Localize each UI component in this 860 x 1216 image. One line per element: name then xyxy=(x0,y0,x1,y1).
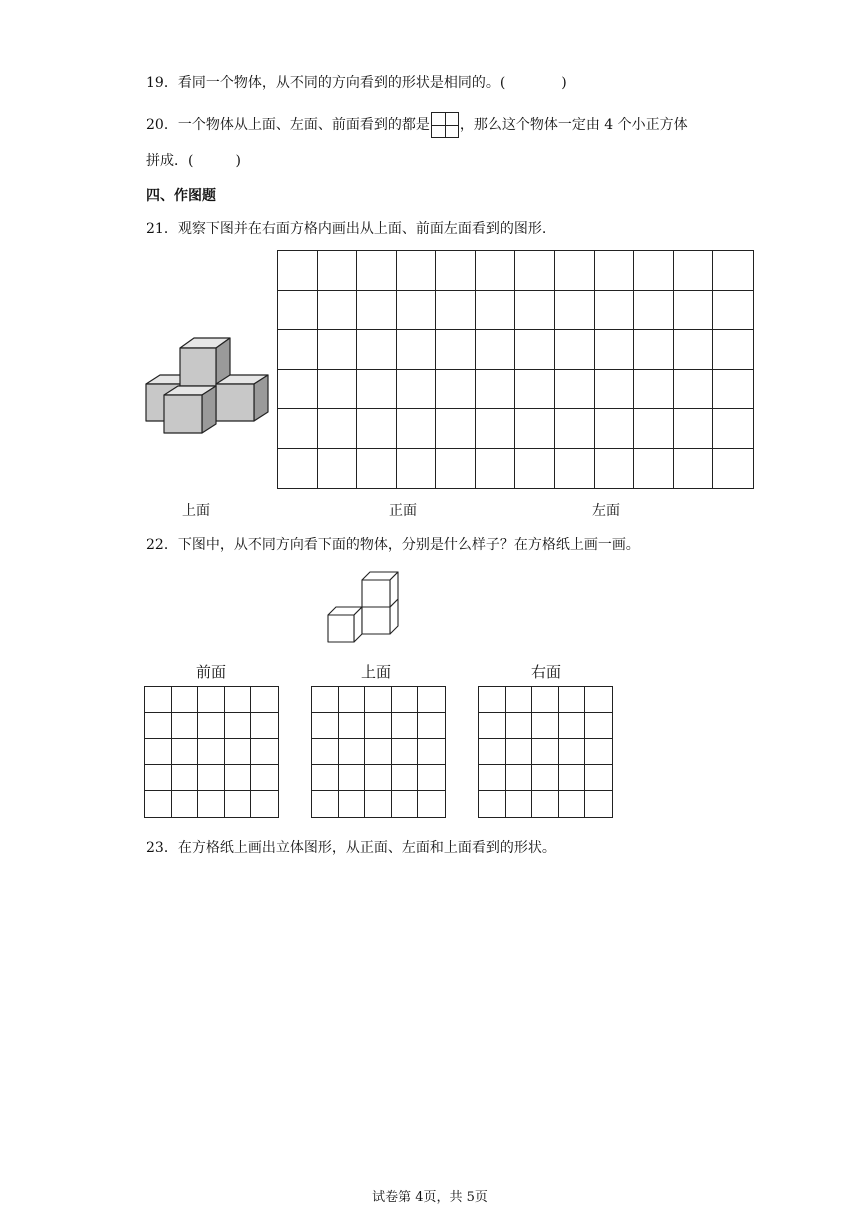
grid-cell[interactable] xyxy=(418,687,445,713)
grid-cell[interactable] xyxy=(515,330,555,370)
grid-cell[interactable] xyxy=(278,291,318,331)
grid-cell[interactable] xyxy=(674,370,714,410)
grid-cell[interactable] xyxy=(585,765,612,791)
question-20-text-b: ，那么这个物体一定由 4 个小正方体 xyxy=(459,117,688,133)
grid-cell[interactable] xyxy=(555,291,595,331)
drawing-grid-top[interactable] xyxy=(311,686,446,818)
outline-cube-figure xyxy=(324,570,402,644)
label-left-view: 左面 xyxy=(592,503,620,519)
grid-cell[interactable] xyxy=(713,251,753,291)
two-by-two-grid-icon xyxy=(431,112,459,138)
grid-cell[interactable] xyxy=(225,687,252,713)
grid-cell[interactable] xyxy=(532,791,559,817)
grid-cell[interactable] xyxy=(559,687,586,713)
grid-cell[interactable] xyxy=(506,713,533,739)
grid-cell[interactable] xyxy=(172,713,199,739)
grid-cell[interactable] xyxy=(397,291,437,331)
grid-cell[interactable] xyxy=(595,330,635,370)
grid-cell[interactable] xyxy=(532,739,559,765)
grid-cell[interactable] xyxy=(559,791,586,817)
question-21: 21．观察下图并在右面方格内画出从上面、前面左面看到的图形. xyxy=(146,221,547,237)
grid-cell[interactable] xyxy=(225,713,252,739)
cube-stack-figure xyxy=(140,332,276,442)
grid-cell[interactable] xyxy=(365,791,392,817)
grid-cell[interactable] xyxy=(479,687,506,713)
grid-cell[interactable] xyxy=(595,251,635,291)
grid-cell[interactable] xyxy=(559,765,586,791)
grid-cell[interactable] xyxy=(506,739,533,765)
grid-cell[interactable] xyxy=(312,687,339,713)
grid-cell[interactable] xyxy=(595,449,635,489)
grid-cell[interactable] xyxy=(515,291,555,331)
grid-cell[interactable] xyxy=(318,291,358,331)
grid-cell[interactable] xyxy=(357,291,397,331)
question-20-text-a: 20．一个物体从上面、左面、前面看到的都是 xyxy=(146,117,430,133)
grid-cell[interactable] xyxy=(145,765,172,791)
grid-cell[interactable] xyxy=(198,687,225,713)
grid-cell[interactable] xyxy=(515,251,555,291)
grid-cell[interactable] xyxy=(172,739,199,765)
grid-cell[interactable] xyxy=(674,251,714,291)
grid-cell[interactable] xyxy=(251,687,278,713)
grid-cell[interactable] xyxy=(555,330,595,370)
grid-cell[interactable] xyxy=(357,330,397,370)
grid-cell[interactable] xyxy=(479,791,506,817)
grid-cell[interactable] xyxy=(357,409,397,449)
grid-cell[interactable] xyxy=(392,713,419,739)
grid-cell[interactable] xyxy=(145,687,172,713)
grid-cell[interactable] xyxy=(634,449,674,489)
grid-cell[interactable] xyxy=(555,370,595,410)
grid-cell[interactable] xyxy=(278,449,318,489)
grid-cell[interactable] xyxy=(312,791,339,817)
grid-cell[interactable] xyxy=(312,713,339,739)
drawing-grid-q21[interactable] xyxy=(277,250,754,489)
grid-cell[interactable] xyxy=(357,449,397,489)
grid-cell[interactable] xyxy=(476,330,516,370)
question-20-line-2: 拼成．( ) xyxy=(146,153,241,169)
grid-cell[interactable] xyxy=(312,739,339,765)
drawing-grid-front[interactable] xyxy=(144,686,279,818)
grid-cell[interactable] xyxy=(251,739,278,765)
grid-cell[interactable] xyxy=(357,370,397,410)
grid-cell[interactable] xyxy=(713,330,753,370)
grid-cell[interactable] xyxy=(278,370,318,410)
grid-cell[interactable] xyxy=(318,449,358,489)
grid-cell[interactable] xyxy=(172,765,199,791)
grid-cell[interactable] xyxy=(634,251,674,291)
grid-cell[interactable] xyxy=(506,791,533,817)
grid-cell[interactable] xyxy=(559,713,586,739)
grid-cell[interactable] xyxy=(436,330,476,370)
grid-cell[interactable] xyxy=(365,765,392,791)
grid-cell[interactable] xyxy=(418,791,445,817)
grid-cell[interactable] xyxy=(532,765,559,791)
section-heading: 四、作图题 xyxy=(146,188,216,204)
grid-cell[interactable] xyxy=(172,687,199,713)
grid-cell[interactable] xyxy=(198,791,225,817)
grid-cell[interactable] xyxy=(515,409,555,449)
grid-cell[interactable] xyxy=(479,713,506,739)
grid-cell[interactable] xyxy=(515,370,555,410)
page-footer: 试卷第 4页，共 5页 xyxy=(372,1190,488,1205)
grid-cell[interactable] xyxy=(634,409,674,449)
grid-cell[interactable] xyxy=(397,330,437,370)
grid-cell[interactable] xyxy=(476,409,516,449)
grid-cell[interactable] xyxy=(339,765,366,791)
grid-cell[interactable] xyxy=(585,687,612,713)
grid-cell[interactable] xyxy=(278,409,318,449)
grid-cell[interactable] xyxy=(339,739,366,765)
grid-cell[interactable] xyxy=(559,739,586,765)
label-top-view: 上面 xyxy=(182,503,210,519)
grid-cell[interactable] xyxy=(585,791,612,817)
grid-cell[interactable] xyxy=(318,409,358,449)
grid-cell[interactable] xyxy=(251,713,278,739)
grid-cell[interactable] xyxy=(318,370,358,410)
grid-cell[interactable] xyxy=(418,765,445,791)
label-front-view: 正面 xyxy=(389,503,417,519)
grid-cell[interactable] xyxy=(318,251,358,291)
grid-cell[interactable] xyxy=(476,291,516,331)
grid-cell[interactable] xyxy=(225,791,252,817)
grid-cell[interactable] xyxy=(397,370,437,410)
grid-cell[interactable] xyxy=(357,251,397,291)
grid-cell[interactable] xyxy=(436,291,476,331)
grid-cell[interactable] xyxy=(392,687,419,713)
grid-cell[interactable] xyxy=(392,739,419,765)
grid-cell[interactable] xyxy=(198,739,225,765)
grid-cell[interactable] xyxy=(713,409,753,449)
grid-cell[interactable] xyxy=(418,713,445,739)
grid-cell[interactable] xyxy=(506,687,533,713)
grid-cell[interactable] xyxy=(278,251,318,291)
grid-cell[interactable] xyxy=(145,791,172,817)
grid-cell[interactable] xyxy=(436,449,476,489)
grid-cell[interactable] xyxy=(172,791,199,817)
grid-cell[interactable] xyxy=(312,765,339,791)
grid-cell[interactable] xyxy=(198,765,225,791)
question-22: 22．下图中，从不同方向看下面的物体，分别是什么样子？在方格纸上画一画。 xyxy=(146,537,640,553)
question-19: 19．看同一个物体，从不同的方向看到的形状是相同的。( ) xyxy=(146,75,567,91)
grid-cell[interactable] xyxy=(339,791,366,817)
label-right: 右面 xyxy=(531,663,562,681)
grid-cell[interactable] xyxy=(585,713,612,739)
grid-cell[interactable] xyxy=(532,687,559,713)
grid-cell[interactable] xyxy=(634,291,674,331)
grid-cell[interactable] xyxy=(251,791,278,817)
grid-cell[interactable] xyxy=(595,409,635,449)
grid-cell[interactable] xyxy=(397,449,437,489)
grid-cell[interactable] xyxy=(595,291,635,331)
grid-cell[interactable] xyxy=(479,765,506,791)
grid-cell[interactable] xyxy=(713,449,753,489)
grid-cell[interactable] xyxy=(318,330,358,370)
grid-cell[interactable] xyxy=(532,713,559,739)
grid-cell[interactable] xyxy=(713,370,753,410)
grid-cell[interactable] xyxy=(145,739,172,765)
drawing-grid-right[interactable] xyxy=(478,686,613,818)
grid-cell[interactable] xyxy=(634,330,674,370)
grid-cell[interactable] xyxy=(476,251,516,291)
grid-cell[interactable] xyxy=(436,251,476,291)
grid-cell[interactable] xyxy=(555,251,595,291)
grid-cell[interactable] xyxy=(674,409,714,449)
grid-cell[interactable] xyxy=(634,370,674,410)
grid-cell[interactable] xyxy=(198,713,225,739)
question-20 xyxy=(146,112,688,138)
grid-cell[interactable] xyxy=(365,713,392,739)
grid-cell[interactable] xyxy=(674,291,714,331)
grid-cell[interactable] xyxy=(339,687,366,713)
label-front: 前面 xyxy=(196,663,227,681)
grid-cell[interactable] xyxy=(145,713,172,739)
label-top: 上面 xyxy=(361,663,392,681)
grid-cell[interactable] xyxy=(365,739,392,765)
grid-cell[interactable] xyxy=(392,765,419,791)
grid-cell[interactable] xyxy=(436,370,476,410)
grid-cell[interactable] xyxy=(515,449,555,489)
grid-cell[interactable] xyxy=(278,330,318,370)
grid-cell[interactable] xyxy=(225,765,252,791)
grid-cell[interactable] xyxy=(339,713,366,739)
question-23: 23．在方格纸上画出立体图形，从正面、左面和上面看到的形状。 xyxy=(146,840,556,856)
grid-cell[interactable] xyxy=(397,251,437,291)
grid-cell[interactable] xyxy=(436,409,476,449)
grid-cell[interactable] xyxy=(674,330,714,370)
grid-cell[interactable] xyxy=(365,687,392,713)
grid-cell[interactable] xyxy=(674,449,714,489)
grid-cell[interactable] xyxy=(479,739,506,765)
grid-cell[interactable] xyxy=(251,765,278,791)
grid-cell[interactable] xyxy=(397,409,437,449)
grid-cell[interactable] xyxy=(392,791,419,817)
grid-cell[interactable] xyxy=(713,291,753,331)
grid-cell[interactable] xyxy=(555,449,595,489)
grid-cell[interactable] xyxy=(225,739,252,765)
grid-cell[interactable] xyxy=(595,370,635,410)
grid-cell[interactable] xyxy=(476,370,516,410)
grid-cell[interactable] xyxy=(506,765,533,791)
grid-cell[interactable] xyxy=(555,409,595,449)
grid-cell[interactable] xyxy=(585,739,612,765)
grid-cell[interactable] xyxy=(418,739,445,765)
grid-cell[interactable] xyxy=(476,449,516,489)
